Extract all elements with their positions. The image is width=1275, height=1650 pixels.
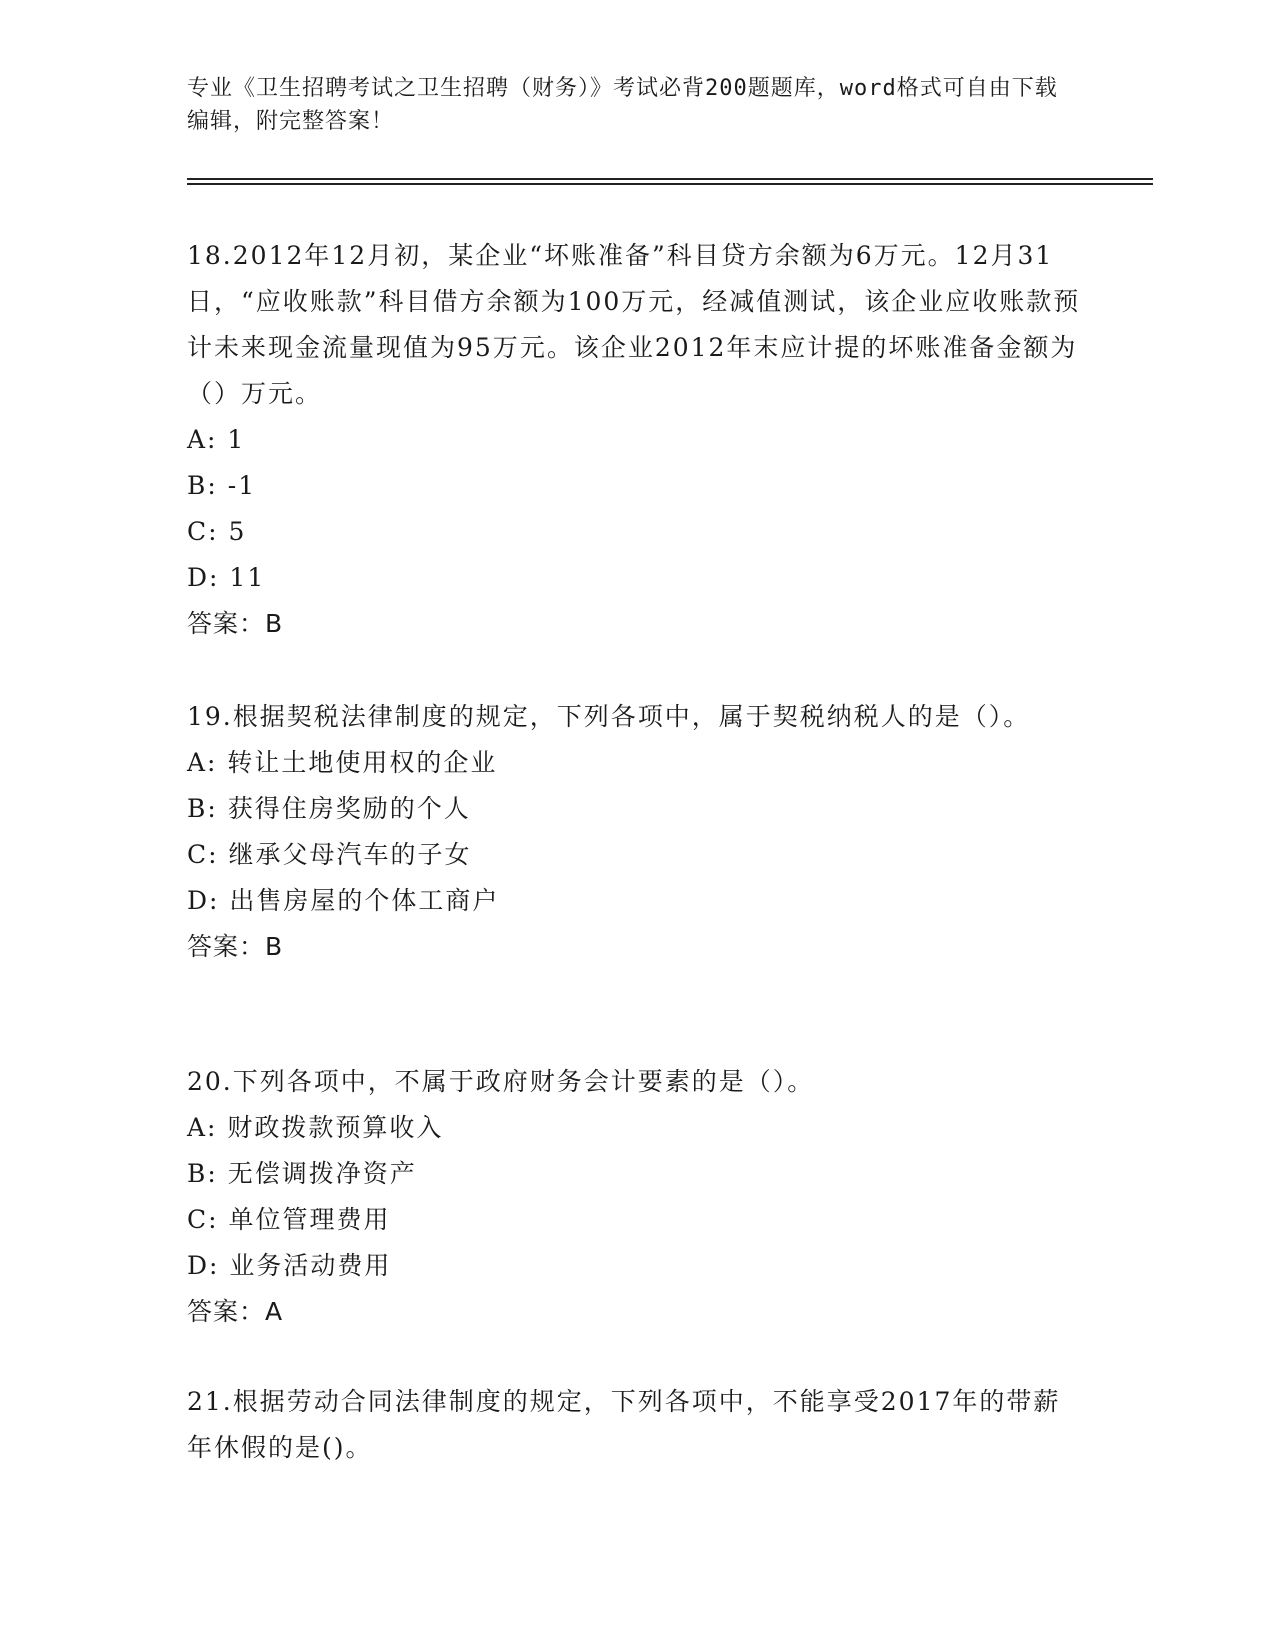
option-b: B: -1 <box>187 471 257 500</box>
option-a: A: 1 <box>187 425 246 454</box>
option-b: B: 获得住房奖励的个人 <box>187 794 471 823</box>
answer: 答案：B <box>187 932 284 961</box>
question-21 <box>187 1379 1087 1471</box>
option-c: C: 5 <box>187 517 247 546</box>
option-a: A: 财政拨款预算收入 <box>187 1113 444 1142</box>
question-stem: 19.根据契税法律制度的规定，下列各项中，属于契税纳税人的是（）。 <box>187 702 1031 731</box>
question-18 <box>187 233 1087 647</box>
answer: 答案：B <box>187 609 284 638</box>
option-d: D: 业务活动费用 <box>187 1251 392 1280</box>
header-divider-top <box>187 178 1153 180</box>
question-stem: 20.下列各项中，不属于政府财务会计要素的是（）。 <box>187 1067 815 1096</box>
option-d: D: 11 <box>187 563 266 592</box>
question-stem: 21.根据劳动合同法律制度的规定，下列各项中，不能享受2017年的带薪年休假的是()。 <box>187 1387 1061 1462</box>
document-header: 专业《卫生招聘考试之卫生招聘（财务）》考试必背200题题库，word格式可自由下载编辑，附完整答案！ <box>187 76 1058 134</box>
answer: 答案：A <box>187 1297 284 1326</box>
option-b: B: 无偿调拨净资产 <box>187 1159 417 1188</box>
header-divider-bottom <box>187 183 1153 185</box>
option-d: D: 出售房屋的个体工商户 <box>187 886 500 915</box>
option-c: C: 单位管理费用 <box>187 1205 391 1234</box>
option-a: A: 转让土地使用权的企业 <box>187 748 498 777</box>
option-c: C: 继承父母汽车的子女 <box>187 840 472 869</box>
question-20 <box>187 1059 1087 1335</box>
question-19 <box>187 694 1087 970</box>
question-stem: 18.2012年12月初，某企业“坏账准备”科目贷方余额为6万元。12月31日，“应收账款”科目借方余额为100万元，经减值测试，该企业应收账款预计未来现金流量现值为95万元。该企业2012年末应计提的坏账准备金额为（）万元。 <box>187 241 1081 408</box>
